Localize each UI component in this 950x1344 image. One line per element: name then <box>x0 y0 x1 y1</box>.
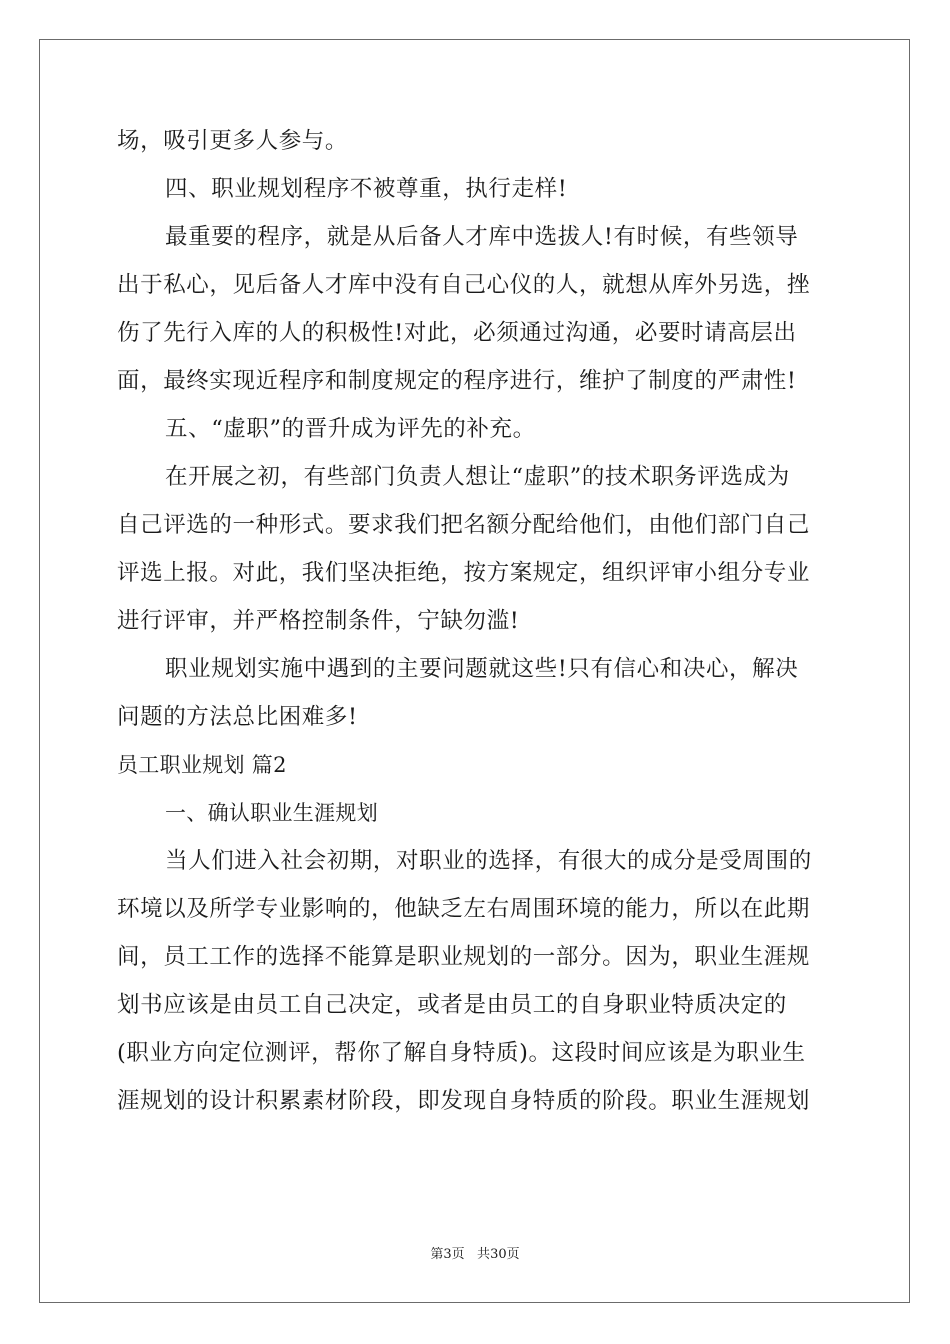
page-footer <box>0 1246 950 1264</box>
paragraph-line: (职业方向定位测评，帮你了解自身特质)。这段时间应该是为职业生 <box>117 1040 806 1066</box>
paragraph-line: 在开展之初，有些部门负责人想让“虚职”的技术职务评选成为 <box>165 464 790 490</box>
paragraph-line: 职业规划实施中遇到的主要问题就这些!只有信心和决心，解决 <box>165 656 799 682</box>
paragraph-line: 伤了先行入库的人的积极性!对此，必须通过沟通，必要时请高层出 <box>117 320 797 346</box>
paragraph-line: 评选上报。对此，我们坚决拒绝，按方案规定，组织评审小组分专业 <box>117 560 811 586</box>
paragraph-line: 最重要的程序，就是从后备人才库中选拔人!有时候，有些领导 <box>165 224 799 250</box>
section-heading-5: 五、“虚职”的晋升成为评先的补充。 <box>165 416 536 442</box>
footer-current-page: 3 <box>443 1247 452 1262</box>
paragraph-line: 进行评审，并严格控制条件，宁缺勿滥! <box>117 608 520 634</box>
paragraph-line: 场，吸引更多人参与。 <box>117 128 349 154</box>
paragraph-line: 自己评选的一种形式。要求我们把名额分配给他们，由他们部门自己 <box>117 512 811 538</box>
section-heading-4: 四、职业规划程序不被尊重，执行走样! <box>165 176 568 202</box>
paragraph-line: 划书应该是由员工自己决定，或者是由员工的自身职业特质决定的 <box>117 992 787 1018</box>
paragraph-line: 涯规划的设计积累素材阶段，即发现自身特质的阶段。职业生涯规划 <box>117 1088 811 1114</box>
paragraph-line: 面，最终实现近程序和制度规定的程序进行，维护了制度的严肃性! <box>117 368 797 394</box>
paragraph-line: 问题的方法总比困难多! <box>117 704 358 730</box>
paragraph-line: 环境以及所学专业影响的，他缺乏左右周围环境的能力，所以在此期 <box>117 896 811 922</box>
article-title: 员工职业规划 篇2 <box>117 753 287 777</box>
footer-total-pages: 30 <box>490 1247 507 1262</box>
section-heading-1: 一、确认职业生涯规划 <box>165 801 378 825</box>
footer-page-prefix: 第 <box>430 1247 444 1262</box>
footer-page-suffix: 页 <box>506 1247 520 1262</box>
paragraph-line: 当人们进入社会初期，对职业的选择，有很大的成分是受周围的 <box>165 848 812 874</box>
paragraph-line: 出于私心，见后备人才库中没有自己心仪的人，就想从库外另选，挫 <box>117 272 811 298</box>
footer-page-mid: 页 共 <box>451 1247 491 1262</box>
paragraph-line: 间，员工工作的选择不能算是职业规划的一部分。因为，职业生涯规 <box>117 944 811 970</box>
